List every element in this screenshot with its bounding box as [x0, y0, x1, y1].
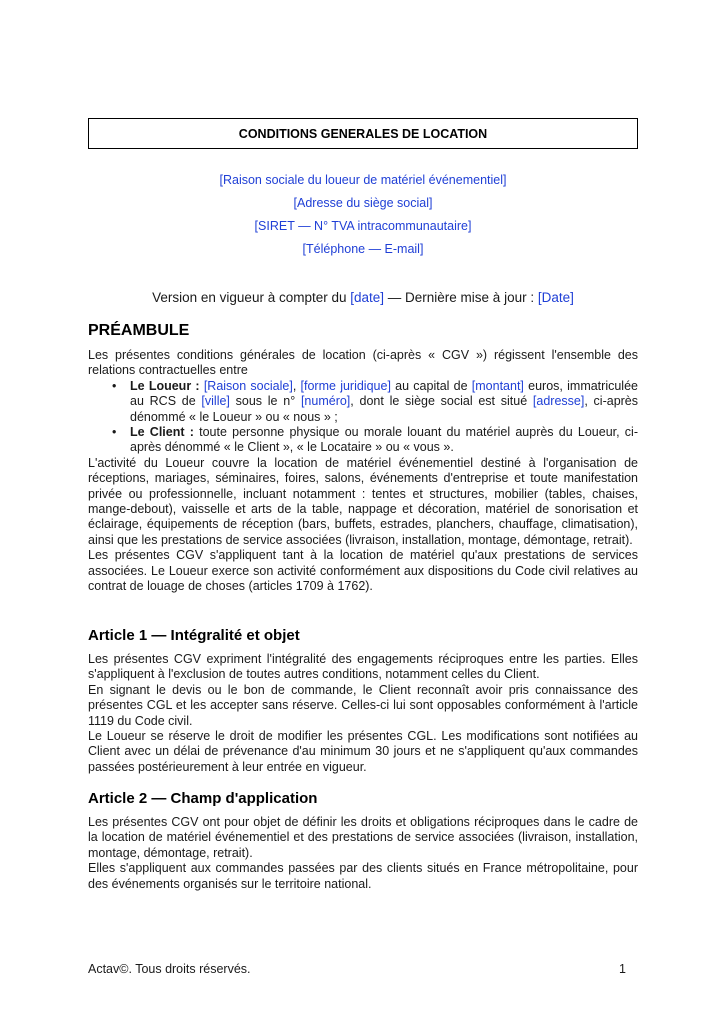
page-number: 1 [619, 962, 626, 976]
preambule-activity-paragraph: L'activité du Loueur couvre la location de matériel événementiel destiné à l'organisation de réceptions, mariages, séminaires, foires, salons, événements d'entreprise et toute manifestation privée ou professionnelle, incluant notamment : tentes et structures, mobilier (tables, chaises, mange-debout), vaisselle et arts de la table, nappage et décoration, matériel de sonorisation et éclairage, équipements de réception (bars, buffets, estrades, planchers, chauffage, climatisation), ainsi que les prestations de service associées (livraison, installation, montage, démontage, retrait). [88, 455, 638, 547]
article1-paragraph-2: En signant le devis ou le bon de commande, le Client reconnaît avoir pris connaissance des présentes CGL et les accepter sans réserve. Celles-ci lui sont opposables conformément à l'article 1119 du Code civil. [88, 682, 638, 728]
article2-paragraph-1: Les présentes CGV ont pour objet de définir les droits et obligations réciproques dans le cadre de la location de matériel événementiel et des prestations de service associées (livraison, installation, montage, démontage, retrait). [88, 815, 638, 860]
list-item: • Le Client : toute personne physique ou morale louant du matériel auprès du Loueur, ci-après dénommé « le Client », « le Locataire » ou « vous ». [130, 425, 638, 456]
article1-paragraph-3: Le Loueur se réserve le droit de modifier les présentes CGL. Les modifications sont notifiées au Client avec un délai de prévenance d'au minimum 30 jours et ne s'appliquent qu'aux commandes passées postérieurement à leur entrée en vigueur. [88, 729, 638, 774]
document-title-box [88, 118, 638, 149]
article1-heading: Article 1 — Intégralité et objet [88, 627, 300, 644]
page-footer [88, 962, 638, 976]
document-page [88, 0, 638, 1024]
version-line [88, 290, 638, 305]
company-name-placeholder: [Raison sociale du loueur de matériel événementiel] [219, 173, 507, 187]
article2-heading: Article 2 — Champ d'application [88, 790, 318, 807]
article2-paragraph-2: Elles s'appliquent aux commandes passées par des clients situés en France métropolitaine, pour des événements organisés sur le territoire national. [88, 861, 638, 891]
article1-paragraph-1: Les présentes CGV expriment l'intégralité des engagements réciproques entre les parties. Elles s'appliquent à l'exclusion de toutes autres conditions, notamment celles du Client. [88, 652, 638, 682]
version-date-placeholder: [date] [350, 290, 385, 305]
preambule-section [88, 348, 638, 595]
footer-copyright: Actav©. Tous droits réservés. [88, 962, 251, 976]
parties-list [88, 379, 638, 456]
company-siret-placeholder: [SIRET — N° TVA intracommunautaire] [254, 219, 472, 233]
version-middle: — Dernière mise à jour : [384, 290, 538, 305]
article2-section [88, 815, 638, 892]
company-address-placeholder: [Adresse du siège social] [293, 196, 433, 210]
article1-section [88, 652, 638, 775]
company-contact-placeholder: [Téléphone — E-mail] [302, 242, 424, 256]
list-item: • Le Loueur : [Raison sociale], [forme juridique] au capital de [montant] euros, immatriculée au RCS de [ville] sous le n° [numéro], dont le siège social est situé [adresse], ci-après dénommé « le Loueur » ou « nous » ; [130, 379, 638, 425]
company-header [88, 170, 638, 262]
update-date-placeholder: [Date] [537, 290, 574, 305]
preambule-intro: Les présentes conditions générales de location (ci-après « CGV ») régissent l'ensemble des relations contractuelles entre [88, 348, 638, 378]
document-title: CONDITIONS GENERALES DE LOCATION [238, 126, 488, 141]
preambule-heading: PRÉAMBULE [88, 322, 190, 339]
preambule-scope-paragraph: Les présentes CGV s'appliquent tant à la location de matériel qu'aux prestations de services associées. Le Loueur exerce son activité conformément aux dispositions du Code civil relatives au contrat de louage de choses (articles 1709 à 1762). [88, 548, 638, 594]
version-prefix: Version en vigueur à compter du [152, 290, 351, 305]
